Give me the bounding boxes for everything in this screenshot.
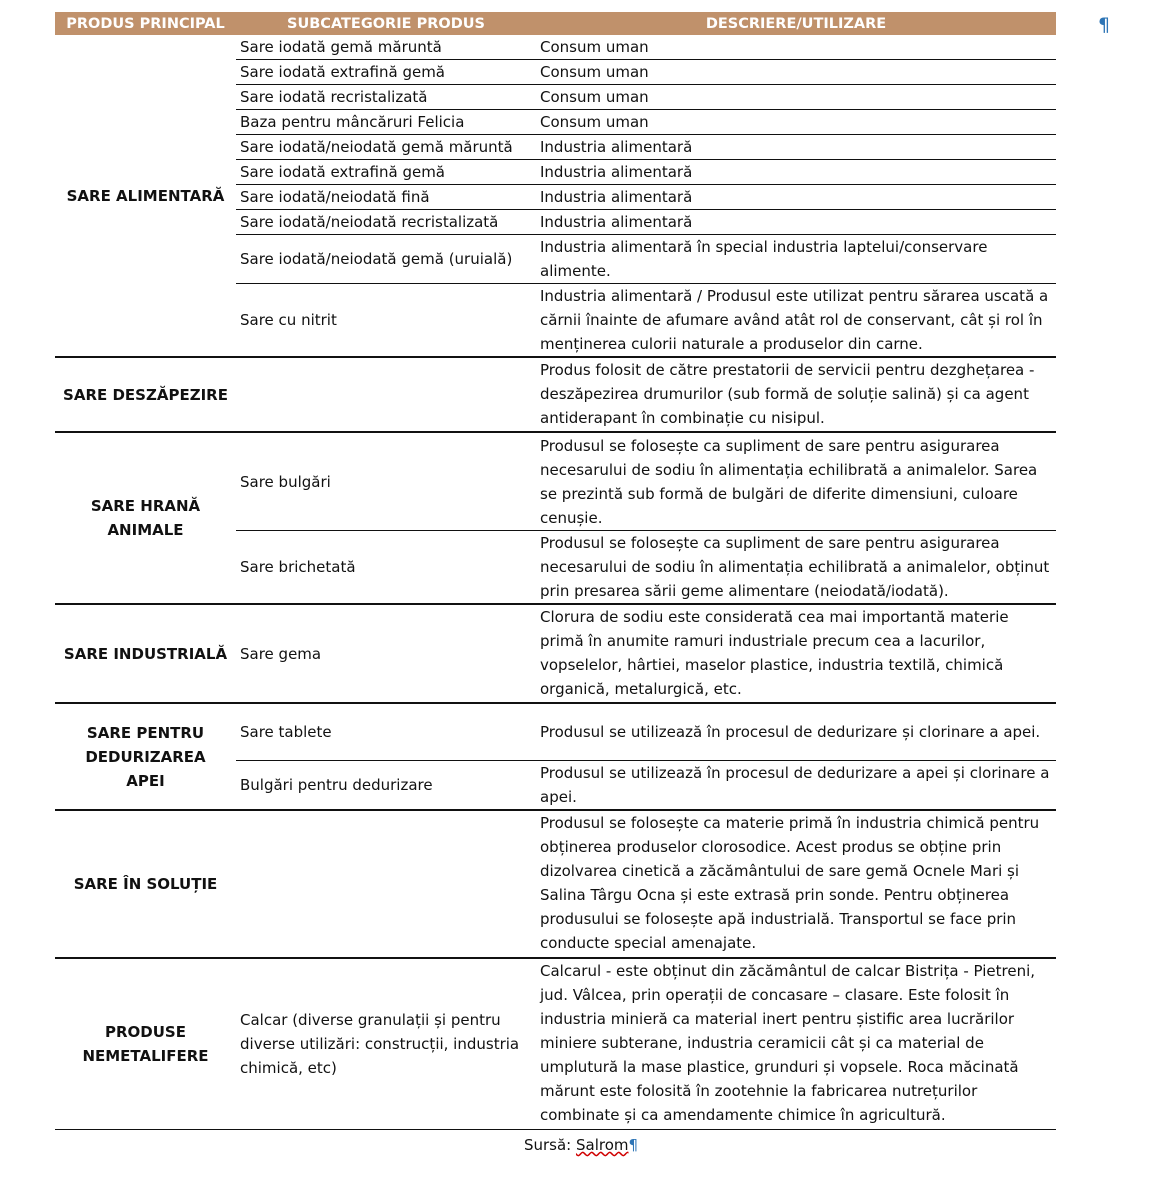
- table-row: [236, 235, 1056, 284]
- table-row: [236, 60, 1056, 85]
- subcategory-cell: Sare brichetată: [240, 558, 356, 576]
- table-row: [236, 531, 1056, 603]
- section-sare-alimentara: [55, 35, 1056, 358]
- description-cell: Industria alimentară: [540, 188, 693, 206]
- description-cell: Industria alimentară: [540, 213, 693, 231]
- description-cell: Industria alimentară: [540, 163, 693, 181]
- paragraph-mark: ¶: [1098, 14, 1111, 36]
- subcategory-cell: Sare iodată gemă măruntă: [240, 38, 442, 56]
- table-row: [236, 35, 1056, 60]
- subcategory-cell: Sare cu nitrit: [240, 311, 337, 329]
- description-cell: Industria alimentară / Produsul este utilizat pentru sărarea uscată a cărnii înainte de afumare având atât rol de conservant, cât și rol în menținerea culorii naturale a produselor din carne.: [540, 287, 1049, 353]
- main-product: PRODUSE NEMETALIFERE: [82, 1023, 209, 1065]
- subcategory-cell: Sare iodată extrafină gemă: [240, 163, 445, 181]
- subcategory-cell: Sare bulgări: [240, 472, 331, 491]
- description-cell: Consum uman: [540, 88, 649, 106]
- subcategory-cell: Baza pentru mâncăruri Felicia: [240, 113, 465, 131]
- table-header: [55, 12, 1056, 35]
- table-row: [236, 284, 1056, 356]
- subcategory-cell: Sare iodată/neiodată recristalizată: [240, 213, 499, 231]
- subcategory-cell: Sare iodată/neiodată gemă măruntă: [240, 138, 513, 156]
- main-product: SARE INDUSTRIALĂ: [63, 644, 228, 663]
- table-row: [236, 210, 1056, 235]
- description-cell: Industria alimentară: [540, 138, 693, 156]
- source-name: Salrom: [575, 1136, 629, 1154]
- subcategory-cell: Calcar (diverse granulații și pentru diverse utilizări: construcții, industria chimică, etc): [240, 1011, 520, 1077]
- table-row: [236, 811, 1056, 957]
- section-sare-industriala: [55, 605, 1056, 704]
- table-row: [236, 704, 1056, 761]
- header-main-product: PRODUS PRINCIPAL: [66, 15, 225, 32]
- description-cell: Produs folosit de către prestatorii de servicii pentru dezghețarea - deszăpezirea drumurilor (sub formă de soluție salină) și ca agent antiderapant în combinație cu nisipul.: [540, 361, 1035, 427]
- table-row: [236, 160, 1056, 185]
- description-cell: Produsul se utilizează în procesul de dedurizare a apei și clorinare a apei.: [540, 764, 1050, 806]
- description-cell: Industria alimentară în special industria laptelui/conservare alimente.: [540, 238, 988, 280]
- subcategory-cell: Sare iodată recristalizată: [240, 88, 428, 106]
- product-table: [55, 12, 1056, 1130]
- section-produse-nemetalifere: [55, 959, 1056, 1130]
- table-row: [236, 959, 1056, 1129]
- subcategory-cell: Bulgări pentru dedurizare: [240, 776, 433, 794]
- main-product: SARE ALIMENTARĂ: [66, 186, 225, 205]
- description-cell: Clorura de sodiu este considerată cea mai importantă materie primă în anumite ramuri industriale precum cea a lacurilor, vopselelor, hârtiei, maselor plastice, industria textilă, chimică organică, metalurgică, etc.: [540, 608, 1009, 698]
- source-label: Sursă:: [523, 1136, 576, 1154]
- description-cell: Consum uman: [540, 113, 649, 131]
- main-product: SARE ÎN SOLUȚIE: [73, 875, 218, 893]
- subcategory-cell: [236, 811, 536, 957]
- table-row: [236, 433, 1056, 531]
- main-product: SARE HRANĂ ANIMALE: [90, 497, 201, 539]
- table-row: [236, 358, 1056, 431]
- description-cell: Produsul se folosește ca materie primă în industria chimică pentru obținerea produselor clorosodice. Acest produs se obține prin dizolvarea cinetică a zăcământului de sare gemă Ocnele Mari și Salina Târgu Ocna și este extrasă prin sonde. Pentru obținerea produsului se folosește apă industrială. Transportul se face prin conducte special amenajate.: [540, 814, 1040, 952]
- subcategory-cell: Sare tablete: [240, 723, 332, 741]
- section-sare-hrana-animale: [55, 433, 1056, 605]
- table-row: [236, 605, 1056, 702]
- subcategory-cell: Sare iodată/neiodată gemă (uruială): [240, 250, 513, 268]
- paragraph-mark: ¶: [628, 1136, 639, 1154]
- description-cell: Produsul se utilizează în procesul de dedurizare și clorinare a apei.: [540, 723, 1041, 741]
- table-row: [236, 110, 1056, 135]
- header-subcategory: SUBCATEGORIE PRODUS: [287, 15, 485, 32]
- section-sare-dedurizare: [55, 704, 1056, 811]
- subcategory-cell: [236, 358, 536, 431]
- table-row: [236, 85, 1056, 110]
- description-cell: Produsul se folosește ca supliment de sare pentru asigurarea necesarului de sodiu în alimentația echilibrată a animalelor. Sarea se prezintă sub formă de bulgări de diferite dimensiuni, culoare cenușie.: [540, 437, 1038, 527]
- section-sare-in-solutie: [55, 811, 1056, 959]
- section-sare-deszapezire: [55, 358, 1056, 433]
- main-product: SARE DESZĂPEZIRE: [63, 385, 228, 404]
- description-cell: Produsul se folosește ca supliment de sare pentru asigurarea necesarului de sodiu în alimentația echilibrată a animalelor, obținut prin presarea sării geme alimentare (neiodată/iodată).: [540, 534, 1050, 600]
- description-cell: Consum uman: [540, 63, 649, 81]
- table-row: [236, 185, 1056, 210]
- subcategory-cell: Sare gema: [240, 644, 322, 663]
- main-product: SARE PENTRU DEDURIZAREA APEI: [85, 723, 206, 790]
- header-description: DESCRIERE/UTILIZARE: [705, 15, 887, 32]
- description-cell: Calcarul - este obținut din zăcământul de calcar Bistrița - Pietreni, jud. Vâlcea, prin operații de concasare – clasare. Este folosit în industria minieră ca material inert pentru șistific area lucrărilor miniere subterane, industria ceramicii cât și ca material de umplutură la mase plastice, grunduri și vopsele. Roca măcinată mărunt este folosită în zootehnie la fabricarea nutrețurilor combinate și ca amendamente chimice în agricultură.: [540, 962, 1036, 1124]
- table-row: [236, 135, 1056, 160]
- table-row: [236, 761, 1056, 809]
- source-caption: [0, 1136, 1162, 1154]
- subcategory-cell: Sare iodată extrafină gemă: [240, 63, 445, 81]
- subcategory-cell: Sare iodată/neiodată fină: [240, 188, 430, 206]
- description-cell: Consum uman: [540, 38, 649, 56]
